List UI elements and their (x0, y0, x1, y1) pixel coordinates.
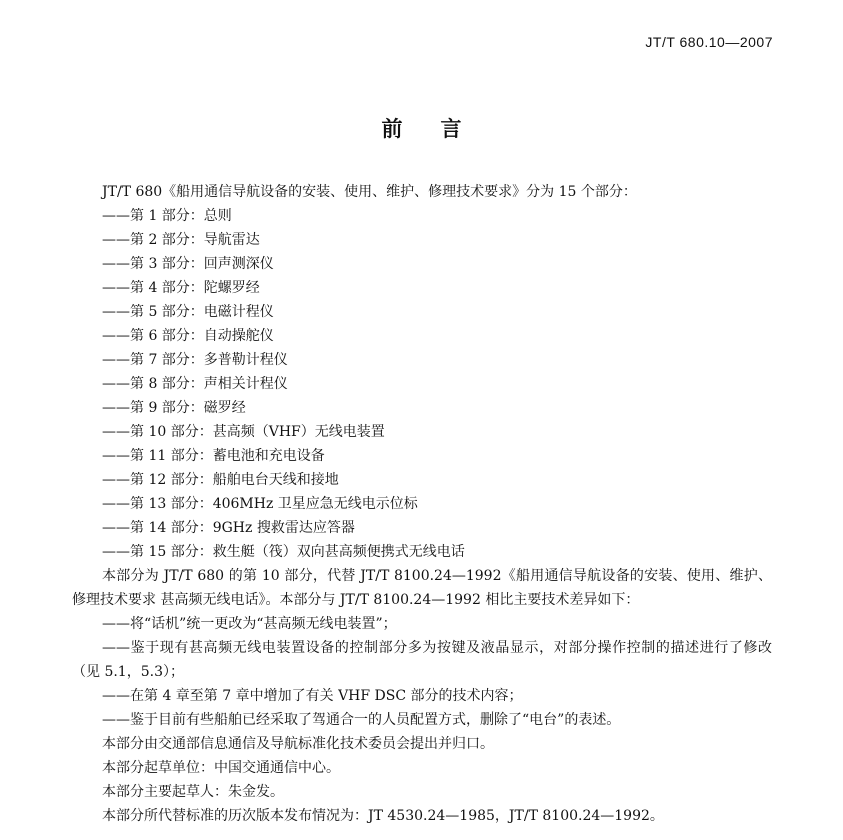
change-item: ——将“话机”统一更改为“甚高频无线电装置”； (102, 616, 397, 632)
change-item: ——在第 4 章至第 7 章中增加了有关 VHF DSC 部分的技术内容； (102, 688, 523, 704)
drafting-unit: 本部分起草单位：中国交通通信中心。 (102, 760, 340, 776)
part-item: ——第 6 部分：自动操舵仪 (102, 328, 274, 344)
foreword-body (72, 180, 772, 828)
part-item: ——第 11 部分：蓄电池和充电设备 (102, 448, 325, 464)
parts-list (72, 204, 772, 564)
part-item: ——第 2 部分：导航雷达 (102, 232, 260, 248)
part-item: ——第 7 部分：多普勒计程仪 (102, 352, 288, 368)
part-item: ——第 10 部分：甚高频（VHF）无线电装置 (102, 424, 385, 440)
main-drafter: 本部分主要起草人：朱金发。 (102, 784, 284, 800)
change-item: ——鉴于目前有些船舶已经采取了驾通合一的人员配置方式，删除了“电台”的表述。 (102, 712, 621, 728)
version-history: 本部分所代替标准的历次版本发布情况为：JT 4530.24—1985，JT/T 8100.24—1992。 (102, 808, 664, 824)
changes-list (72, 612, 772, 732)
part-item: ——第 5 部分：电磁计程仪 (102, 304, 274, 320)
page-title: 前言 (381, 117, 500, 141)
replacement-paragraph: 本部分为 JT/T 680 的第 10 部分，代替 JT/T 8100.24—1992《船用通信导航设备的安装、使用、维护、修理技术要求 甚高频无线电话》。本部分与 JT/T 8100.24—1992 相比主要技术差异如下： (72, 568, 772, 608)
part-item: ——第 1 部分：总则 (102, 208, 232, 224)
standard-number: JT/T 680.10—2007 (645, 34, 773, 50)
intro-paragraph: JT/T 680《船用通信导航设备的安装、使用、维护、修理技术要求》分为 15 个部分： (102, 184, 637, 200)
part-item: ——第 3 部分：回声测深仪 (102, 256, 274, 272)
part-item: ——第 4 部分：陀螺罗经 (102, 280, 260, 296)
part-item: ——第 12 部分：船舶电台天线和接地 (102, 472, 339, 488)
part-item: ——第 15 部分：救生艇（筏）双向甚高频便携式无线电话 (102, 544, 465, 560)
part-item: ——第 14 部分：9GHz 搜救雷达应答器 (102, 520, 355, 536)
part-item: ——第 9 部分：磁罗经 (102, 400, 246, 416)
part-item: ——第 13 部分：406MHz 卫星应急无线电示位标 (102, 496, 418, 512)
change-item: ——鉴于现有甚高频无线电装置设备的控制部分多为按键及液晶显示，对部分操作控制的描述进行了修改（见 5.1，5.3）； (72, 640, 772, 680)
part-item: ——第 8 部分：声相关计程仪 (102, 376, 288, 392)
proposer-statement: 本部分由交通部信息通信及导航标准化技术委员会提出并归口。 (102, 736, 494, 752)
